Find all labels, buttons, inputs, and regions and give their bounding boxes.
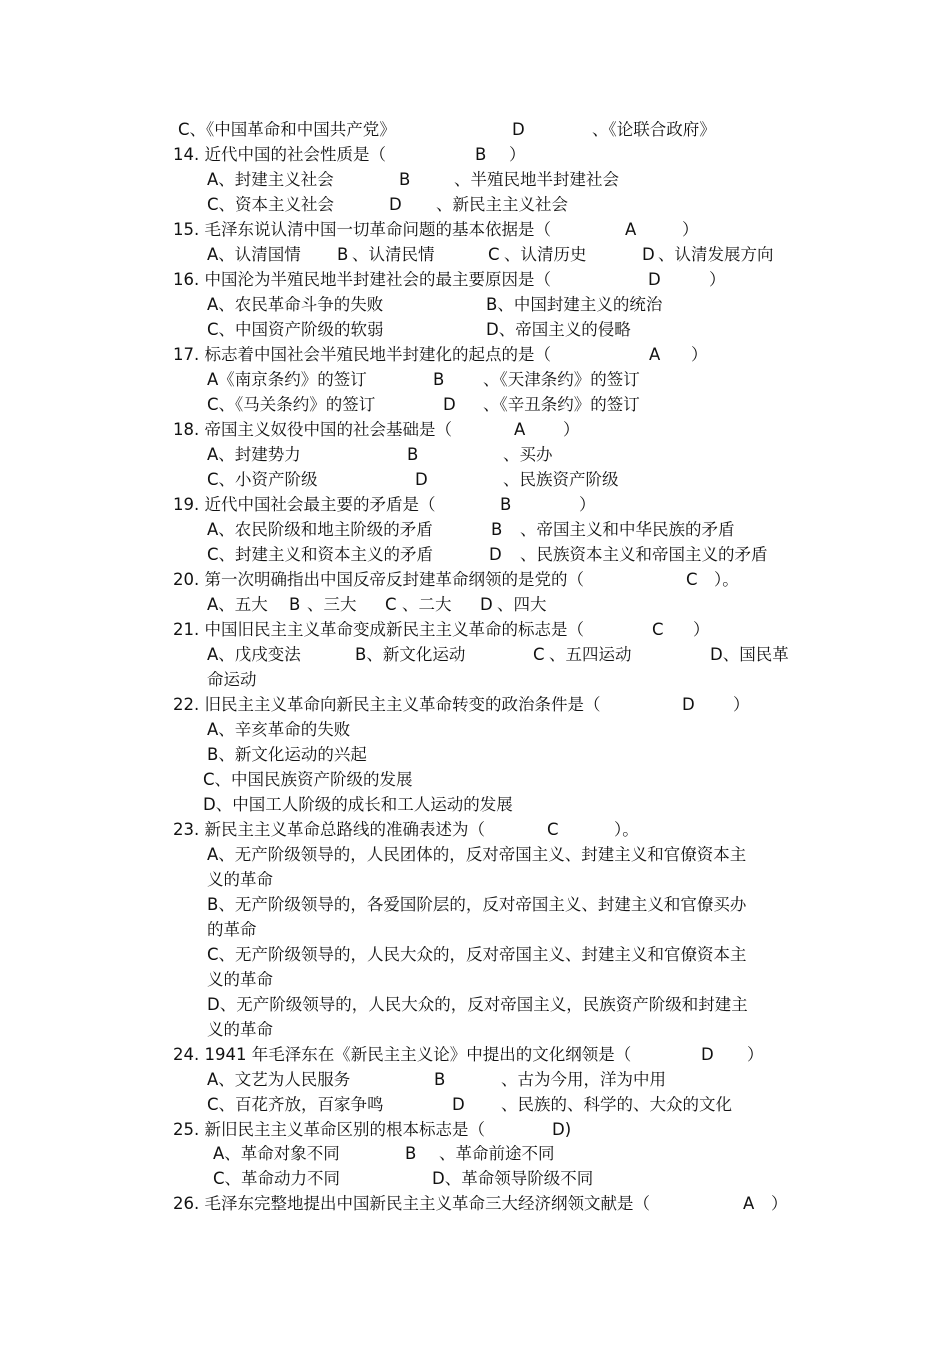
- option-letter: D: [480, 595, 493, 614]
- option-text: A、封建主义社会: [207, 170, 334, 189]
- option-letter: B: [407, 445, 419, 464]
- option-letter: B: [434, 1070, 446, 1089]
- option-text: C、中国资产阶级的软弱: [207, 320, 384, 339]
- answer-letter: D: [682, 695, 695, 714]
- option-text: 、二大: [402, 595, 452, 614]
- option-text: 、革命前途不同: [439, 1144, 555, 1163]
- option-text: C、小资产阶级: [207, 470, 318, 489]
- option-text: A《南京条约》的签订: [207, 370, 367, 389]
- option-text: C、资本主义社会: [207, 195, 335, 214]
- question-line: [173, 1194, 788, 1294]
- option-text: D、国民革: [710, 645, 789, 664]
- answer-letter: C: [686, 570, 698, 589]
- option-text: A、戊戌变法: [207, 645, 301, 664]
- option-letter: C: [385, 595, 397, 614]
- question-text: 14. 近代中国的社会性质是（: [173, 145, 386, 164]
- option-text: A、革命对象不同: [213, 1144, 340, 1163]
- option-letter: D: [489, 545, 502, 564]
- option-text: 、新民主主义社会: [436, 195, 568, 214]
- option-text: A、辛亥革命的失败: [207, 720, 351, 739]
- option-letter: B: [405, 1144, 417, 1163]
- option-letter: B: [399, 170, 411, 189]
- option-letter: B: [289, 595, 301, 614]
- answer-letter: A: [514, 420, 526, 439]
- answer-letter: C: [547, 820, 559, 839]
- answer-letter: C: [652, 620, 664, 639]
- question-text: ）。: [614, 820, 639, 839]
- option-text: B、新文化运动的兴起: [207, 745, 367, 764]
- answer-letter: D: [648, 270, 661, 289]
- question-text: 26. 毛泽东完整地提出中国新民主主义革命三大经济纲领文献是（: [173, 1194, 650, 1213]
- option-text: B、新文化运动: [355, 645, 466, 664]
- option-text: 、《辛丑条约》的签订: [483, 395, 640, 414]
- question-text: 25. 新旧民主主义革命区别的根本标志是（: [173, 1120, 485, 1139]
- question-text: ）: [771, 1194, 788, 1213]
- option-text: D、中国工人阶级的成长和工人运动的发展: [203, 795, 513, 814]
- question-text: 22. 旧民主主义革命向新民主主义革命转变的政治条件是（: [173, 695, 601, 714]
- option-text: 、认清民情: [352, 245, 435, 264]
- option-text: 、民族资产阶级: [503, 470, 619, 489]
- option-text: 、买办: [503, 445, 553, 464]
- option-text: 、古为今用，洋为中用: [501, 1070, 666, 1089]
- option-text: 、认清历史: [504, 245, 587, 264]
- question-text: ）: [693, 620, 710, 639]
- question-text: 17. 标志着中国社会半殖民地半封建化的起点的是（: [173, 345, 551, 364]
- option-text: 、《天津条约》的签订: [483, 370, 640, 389]
- answer-letter: A: [625, 220, 637, 239]
- option-text: 、三大: [307, 595, 357, 614]
- option-letter: D: [443, 395, 456, 414]
- question-text: ）: [733, 695, 750, 714]
- option-letter: D: [642, 245, 655, 264]
- question-text: ）。: [714, 570, 739, 589]
- option-text: 、帝国主义和中华民族的矛盾: [520, 520, 735, 539]
- option-letter: D: [389, 195, 402, 214]
- question-text: ）: [709, 270, 726, 289]
- option-text: 、五四运动: [549, 645, 632, 664]
- option-text: 的革命: [207, 920, 257, 939]
- option-text: 、《论联合政府》: [592, 120, 716, 139]
- answer-letter: D: [701, 1045, 714, 1064]
- question-text: ）: [579, 495, 596, 514]
- answer-letter: B: [500, 495, 512, 514]
- option-text: 义的革命: [207, 870, 273, 889]
- option-text: 、半殖民地半封建社会: [454, 170, 619, 189]
- option-text: A、认清国情: [207, 245, 301, 264]
- option-text: A、文艺为人民服务: [207, 1070, 351, 1089]
- question-text: 19. 近代中国社会最主要的矛盾是（: [173, 495, 436, 514]
- question-text: 20. 第一次明确指出中国反帝反封建革命纲领的是党的（: [173, 570, 584, 589]
- option-text: A、封建势力: [207, 445, 301, 464]
- question-text: ）: [747, 1045, 764, 1064]
- option-letter: D: [512, 120, 525, 139]
- answer-letter: D): [552, 1120, 572, 1139]
- option-letter: C: [488, 245, 500, 264]
- option-text: A、五大: [207, 595, 268, 614]
- answer-letter: B: [475, 145, 487, 164]
- question-text: ）: [682, 220, 699, 239]
- option-text: C、中国民族资产阶级的发展: [203, 770, 413, 789]
- question-text: 23. 新民主主义革命总路线的准确表述为（: [173, 820, 485, 839]
- option-text: D、革命领导阶级不同: [432, 1169, 594, 1188]
- option-text: 、四大: [497, 595, 547, 614]
- option-text: D、无产阶级领导的，人民大众的，反对帝国主义，民族资产阶级和封建主: [207, 995, 748, 1014]
- question-text: 16. 中国沦为半殖民地半封建社会的最主要原因是（: [173, 270, 551, 289]
- question-text: ）: [563, 420, 580, 439]
- option-text: 义的革命: [207, 1020, 273, 1039]
- option-text: 义的革命: [207, 970, 273, 989]
- option-text: B、中国封建主义的统治: [486, 295, 663, 314]
- option-text: 、民族资本主义和帝国主义的矛盾: [520, 545, 768, 564]
- question-text: ）: [509, 145, 526, 164]
- option-letter: D: [452, 1095, 465, 1114]
- option-text: C、革命动力不同: [213, 1169, 341, 1188]
- option-text: A、农民阶级和地主阶级的矛盾: [207, 520, 433, 539]
- option-text: D、帝国主义的侵略: [486, 320, 631, 339]
- option-text: C、封建主义和资本主义的矛盾: [207, 545, 434, 564]
- question-text: ）: [691, 345, 708, 364]
- question-text: 18. 帝国主义奴役中国的社会基础是（: [173, 420, 452, 439]
- option-text: A、农民革命斗争的失败: [207, 295, 384, 314]
- option-text: 、认清发展方向: [658, 245, 774, 264]
- option-text: C、《马关条约》的签订: [207, 395, 376, 414]
- option-text: 、民族的、科学的、大众的文化: [501, 1095, 732, 1114]
- question-text: 15. 毛泽东说认清中国一切革命问题的基本依据是（: [173, 220, 551, 239]
- option-text: C、无产阶级领导的，人民大众的，反对帝国主义、封建主义和官僚资本主: [207, 945, 747, 964]
- option-letter: D: [415, 470, 428, 489]
- option-text: C、百花齐放，百家争鸣: [207, 1095, 384, 1114]
- option-letter: C: [533, 645, 545, 664]
- option-text: A、无产阶级领导的，人民团体的，反对帝国主义、封建主义和官僚资本主: [207, 845, 747, 864]
- option-text: B、无产阶级领导的，各爱国阶层的，反对帝国主义、封建主义和官僚买办: [207, 895, 747, 914]
- question-text: 21. 中国旧民主主义革命变成新民主主义革命的标志是（: [173, 620, 584, 639]
- option-letter: B: [337, 245, 349, 264]
- answer-letter: A: [649, 345, 661, 364]
- option-letter: B: [491, 520, 503, 539]
- option-text: C、《中国革命和中国共产党》: [178, 120, 396, 139]
- answer-letter: A: [743, 1194, 755, 1213]
- question-text: 24. 1941 年毛泽东在《新民主主义论》中提出的文化纲领是（: [173, 1045, 632, 1064]
- option-text: 命运动: [207, 670, 257, 689]
- option-letter: B: [433, 370, 445, 389]
